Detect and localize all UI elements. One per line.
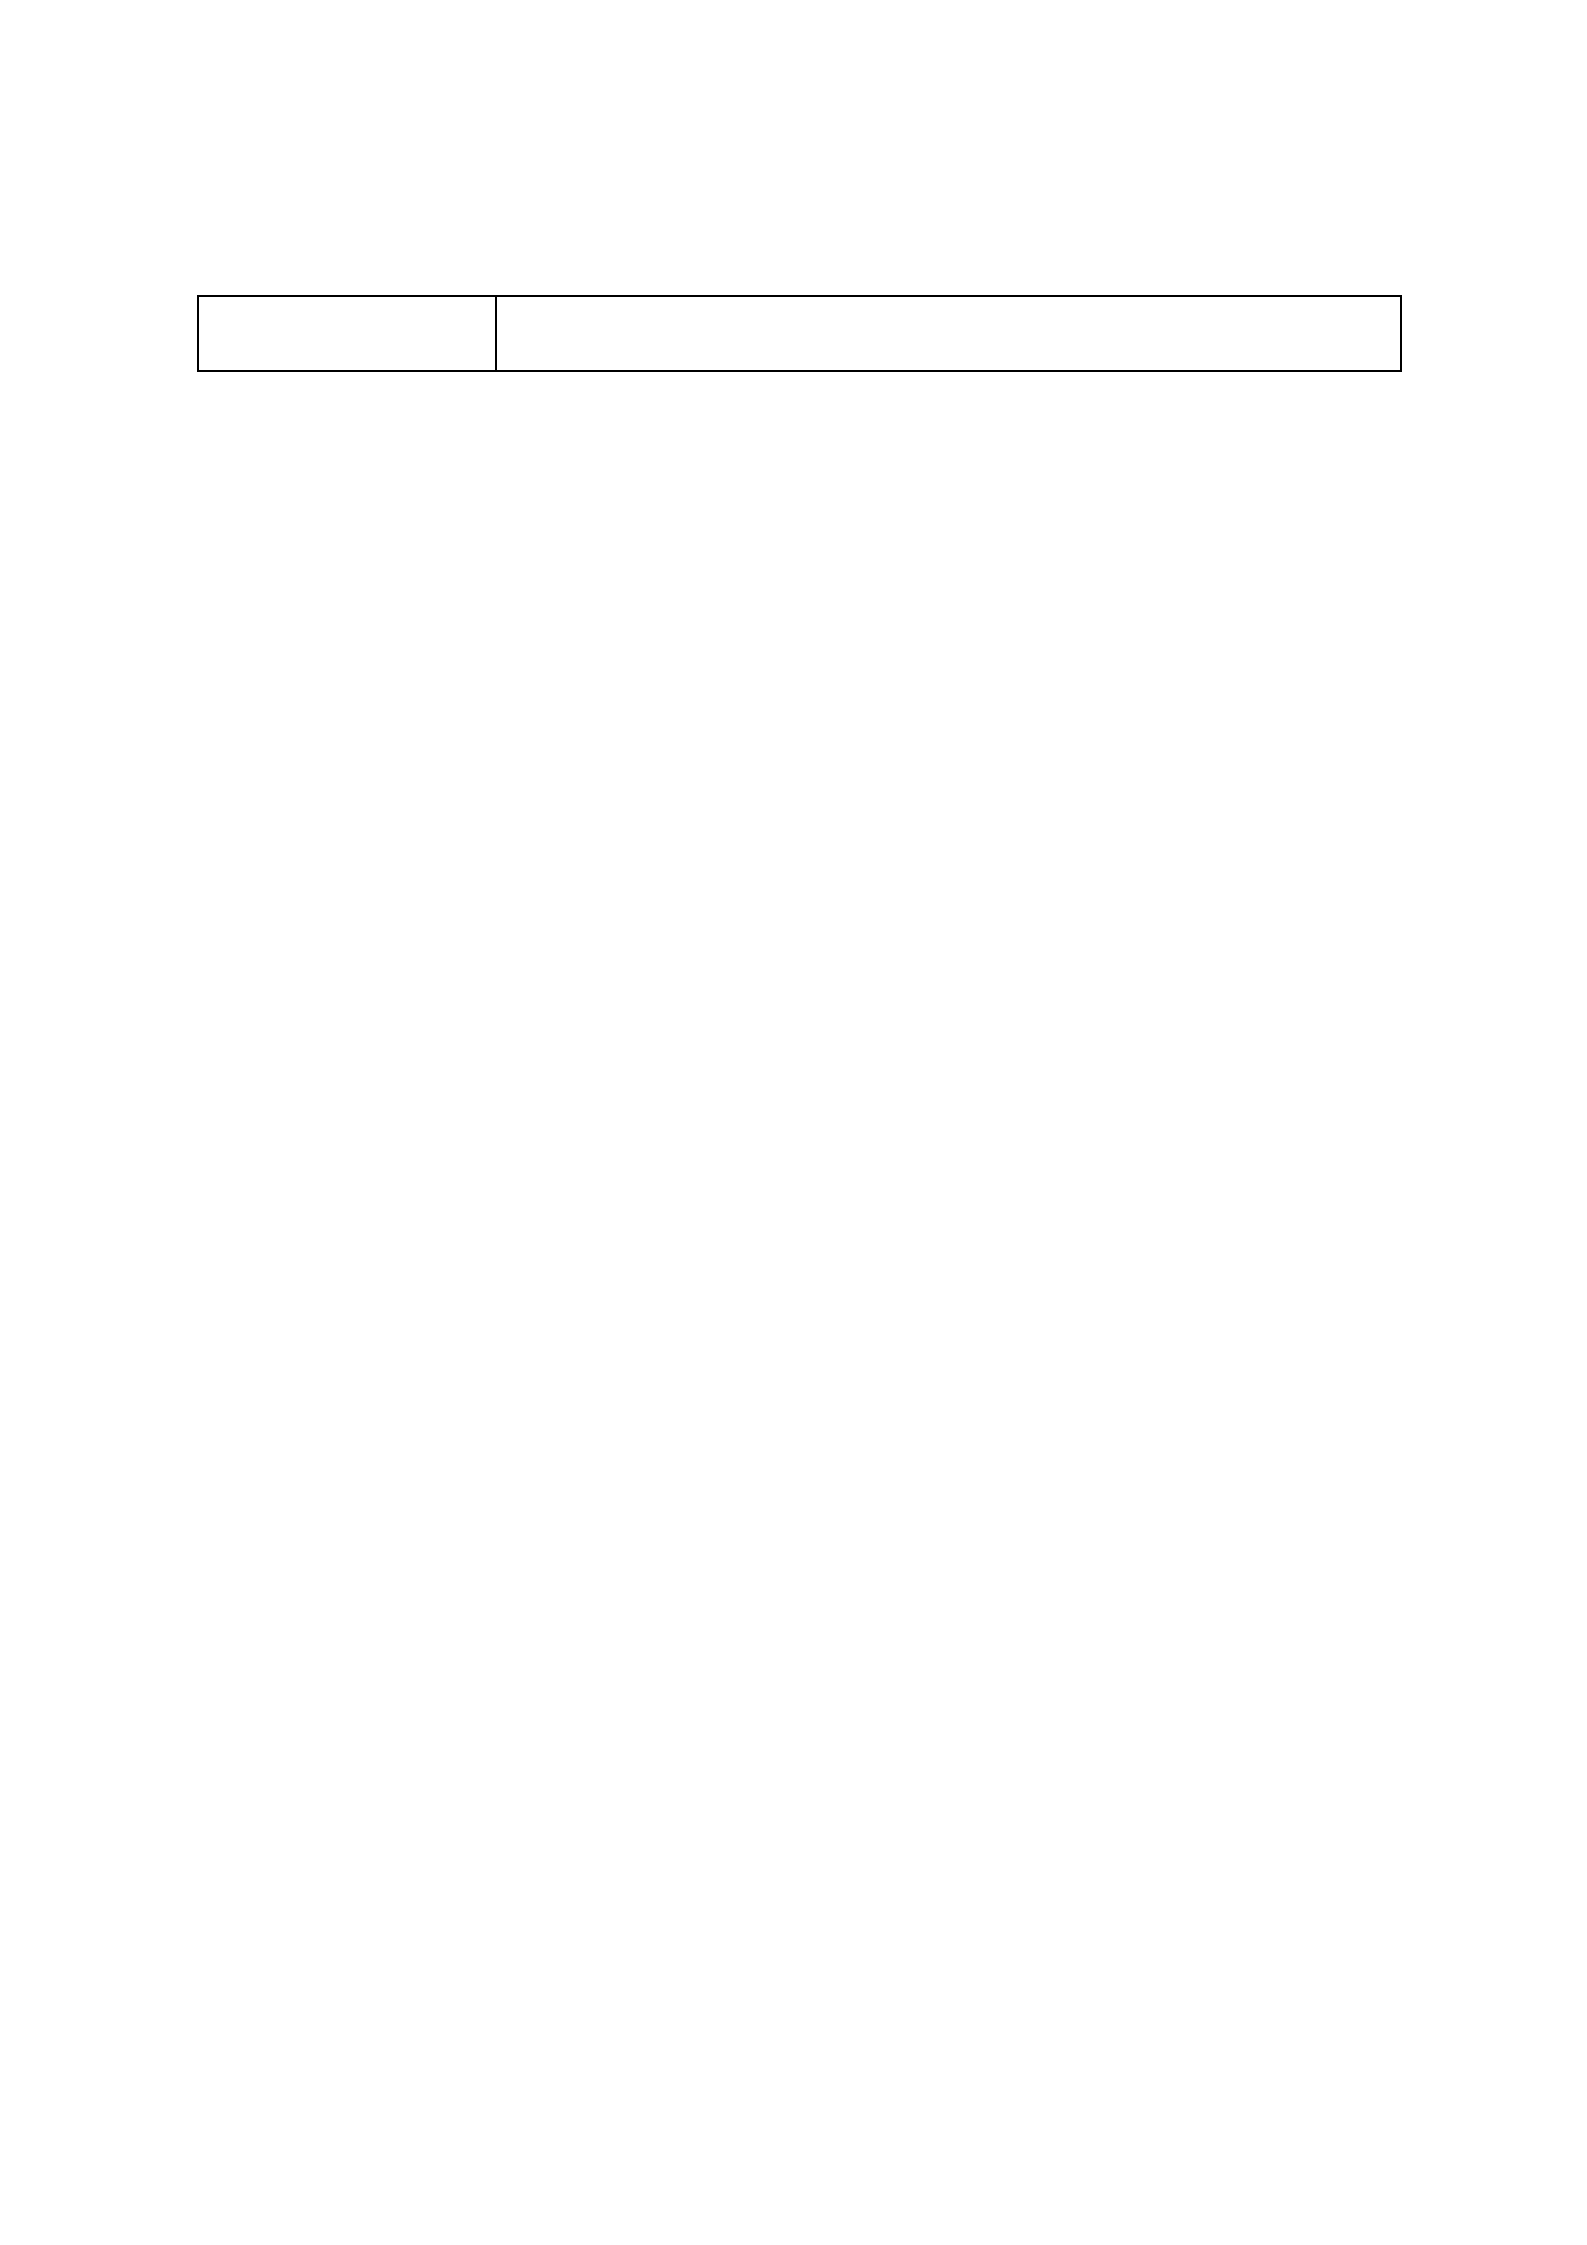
fee-table-divider (495, 295, 497, 372)
fee-table-border-bottom (197, 370, 1402, 372)
fee-table-border-top (197, 295, 1402, 297)
fee-table-border-left (197, 295, 199, 372)
fee-table-border-right (1400, 295, 1402, 372)
